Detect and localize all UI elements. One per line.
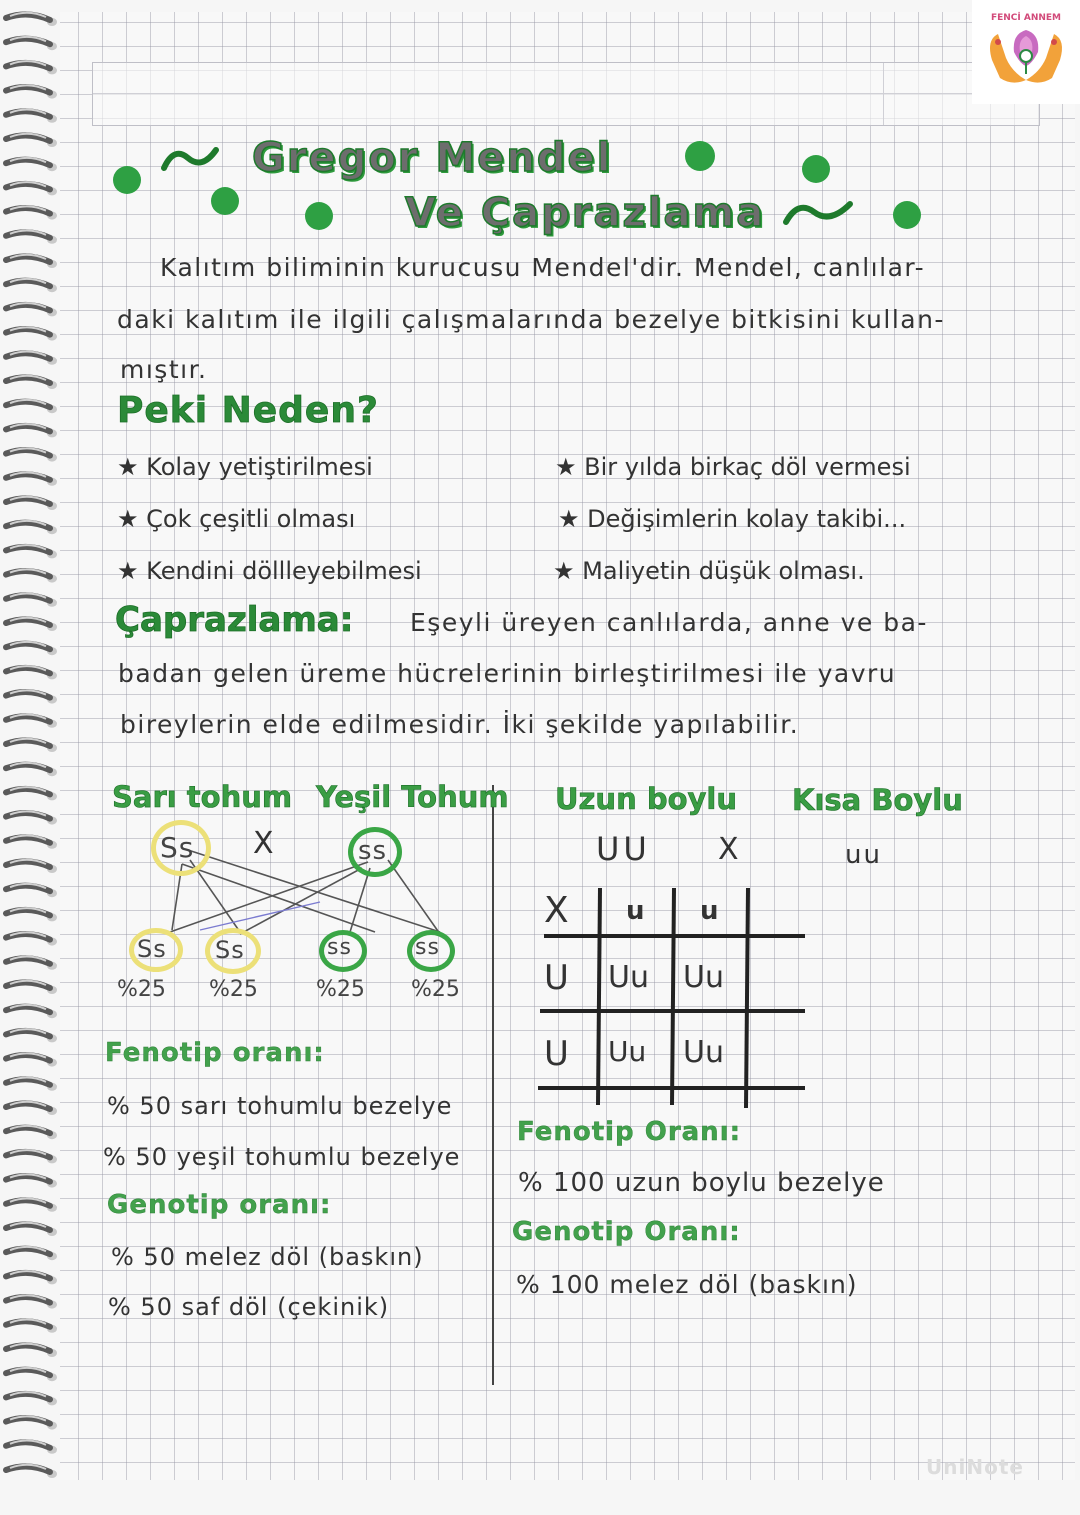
right-genotype-line: % 100 melez döl (baskın) (516, 1270, 858, 1299)
cross-def-line: badan gelen üreme hücrelerinin birleştirilmesi ile yavru (118, 659, 897, 688)
spiral-coil (6, 618, 57, 631)
spiral-coil (6, 279, 57, 292)
spiral-coil (6, 158, 57, 171)
decor-dot (113, 166, 141, 194)
left-phenotype-line: % 50 yeşil tohumlu bezelye (103, 1143, 461, 1171)
parent2-genotype: ss (358, 836, 388, 866)
offspring-percent: %25 (411, 977, 460, 1002)
spiral-coil (6, 13, 57, 26)
spiral-coil (6, 303, 57, 316)
reason-item: ★ Kendini döllleyebilmesi (117, 557, 422, 585)
spiral-coil (6, 1078, 57, 1091)
spiral-coil (6, 1102, 57, 1115)
spiral-coil (6, 1344, 57, 1357)
spiral-coil (6, 61, 57, 74)
decor-dot (685, 141, 715, 171)
cross-symbol: X (253, 826, 274, 861)
spiral-coil (6, 981, 57, 994)
right-phenotype-heading: Fenotip Oranı: (517, 1117, 742, 1147)
logo-image (972, 0, 1080, 104)
page-title-line1: Gregor Mendel (252, 135, 613, 181)
column-divider (492, 785, 494, 1385)
spiral-coil (6, 1465, 57, 1478)
spiral-coil (6, 908, 57, 921)
spiral-coil (6, 690, 57, 703)
left-phenotype-heading: Fenotip oranı: (105, 1038, 325, 1068)
punnett-corner: X (544, 890, 569, 931)
spiral-coil (6, 1416, 57, 1429)
spiral-coil (6, 110, 57, 123)
parent1-label: Uzun boylu (555, 782, 737, 816)
parent2-genotype: uu (845, 840, 882, 870)
spiral-coil (6, 1199, 57, 1212)
spiral-coil (6, 1053, 57, 1066)
spiral-coil (6, 1271, 57, 1284)
decor-dot (305, 202, 333, 230)
left-phenotype-line: % 50 sarı tohumlu bezelye (107, 1092, 453, 1120)
spiral-coil (6, 1126, 57, 1139)
spiral-coil (6, 1029, 57, 1042)
offspring-percent: %25 (209, 977, 258, 1002)
punnett-row-header: U (544, 1034, 569, 1074)
parent2-label: Yeşil Tohum (316, 780, 509, 814)
spiral-coil (6, 569, 57, 582)
right-phenotype-line: % 100 uzun boylu bezelye (518, 1168, 885, 1198)
reason-item: ★ Maliyetin düşük olması. (553, 557, 865, 585)
parent1-genotype: Ss (160, 831, 195, 864)
spiral-coil (6, 206, 57, 219)
spiral-coil (6, 376, 57, 389)
offspring-genotype: ss (415, 935, 440, 960)
parent2-label: Kısa Boylu (792, 783, 963, 817)
reason-item: ★ Çok çeşitli olması (117, 505, 356, 533)
punnett-cell: Uu (608, 1035, 647, 1068)
spiral-coil (6, 811, 57, 824)
spiral-coil (6, 1295, 57, 1308)
spiral-coil (6, 884, 57, 897)
punnett-col-header: u (626, 896, 645, 926)
offspring-genotype: ss (327, 935, 352, 960)
punnett-cell: Uu (683, 1035, 724, 1070)
spiral-coil (6, 739, 57, 752)
page-header-box (92, 62, 1040, 126)
spiral-coil (6, 182, 57, 195)
reason-item: ★ Değişimlerin kolay takibi... (558, 505, 907, 533)
spiral-coil (6, 666, 57, 679)
cross-def-line: bireylerin elde edilmesidir. İki şekilde yapılabilir. (120, 710, 800, 739)
cross-term: Çaprazlama: (115, 600, 354, 640)
spiral-coil (6, 836, 57, 849)
left-genotype-line: % 50 melez döl (baskın) (111, 1243, 424, 1271)
intro-line: Kalıtım biliminin kurucusu Mendel'dir. Mendel, canlılar- (160, 253, 926, 282)
spiral-coil (6, 932, 57, 945)
spiral-coil (6, 352, 57, 365)
spiral-coil (6, 134, 57, 147)
fenci-annem-logo (972, 0, 1080, 104)
reason-item: ★ Bir yılda birkaç döl vermesi (555, 453, 911, 481)
intro-line: daki kalıtım ile ilgili çalışmalarında bezelye bitkisini kullan- (117, 305, 945, 334)
parent1-label: Sarı tohum (112, 780, 293, 814)
tilde-swirl-icon (160, 140, 220, 180)
punnett-col-header: u (700, 896, 719, 926)
punnett-row-header: U (544, 958, 569, 998)
punnett-grid (530, 880, 820, 1115)
offspring-percent: %25 (117, 977, 166, 1002)
spiral-coil (6, 1247, 57, 1260)
spiral-coil (6, 1174, 57, 1187)
spiral-coil (6, 594, 57, 607)
intro-line: mıştır. (120, 355, 208, 384)
spiral-coil (6, 1223, 57, 1236)
left-genotype-line: % 50 saf döl (çekinik) (108, 1293, 390, 1321)
spiral-coil (6, 545, 57, 558)
spiral-coil (6, 957, 57, 970)
parent1-genotype: UU (596, 830, 651, 868)
spiral-coil (6, 521, 57, 534)
spiral-coil (6, 85, 57, 98)
watermark: UniNote (926, 1455, 1024, 1479)
right-genotype-heading: Genotip Oranı: (512, 1217, 741, 1247)
spiral-coil (6, 1150, 57, 1163)
reason-item: ★ Kolay yetiştirilmesi (117, 453, 373, 481)
left-genotype-heading: Genotip oranı: (107, 1190, 332, 1220)
spiral-coil (6, 642, 57, 655)
decor-dot (893, 201, 921, 229)
spiral-coil (6, 1392, 57, 1405)
offspring-genotype: Ss (215, 936, 245, 964)
spiral-coil (6, 715, 57, 728)
spiral-coil (6, 255, 57, 268)
decor-dot (211, 187, 239, 215)
decor-dot (802, 155, 830, 183)
spiral-coil (6, 787, 57, 800)
spiral-binding (0, 0, 60, 1490)
spiral-coil (6, 473, 57, 486)
offspring-percent: %25 (316, 977, 365, 1002)
svg-text:FENCİ ANNEM: FENCİ ANNEM (990, 13, 1062, 23)
cross-def-line: Eşeyli üreyen canlılarda, anne ve ba- (410, 608, 928, 637)
spiral-coil (6, 860, 57, 873)
spiral-coil (6, 1005, 57, 1018)
spiral-coil (6, 763, 57, 776)
page-title-line2: Ve Çaprazlama (405, 190, 766, 236)
spiral-coil (6, 1368, 57, 1381)
spiral-coil (6, 424, 57, 437)
spiral-coil (6, 231, 57, 244)
cross-symbol: X (718, 832, 739, 867)
punnett-cell: Uu (608, 960, 649, 995)
spiral-coil (6, 497, 57, 510)
spiral-coil (6, 448, 57, 461)
spiral-coil (6, 1441, 57, 1454)
spiral-coil (6, 37, 57, 50)
tilde-swirl-icon (782, 196, 854, 232)
spiral-coil (6, 327, 57, 340)
offspring-genotype: Ss (137, 935, 167, 963)
spiral-coil (6, 1320, 57, 1333)
why-heading: Peki Neden? (117, 390, 379, 431)
spiral-coil (6, 400, 57, 413)
punnett-cell: Uu (683, 960, 724, 995)
